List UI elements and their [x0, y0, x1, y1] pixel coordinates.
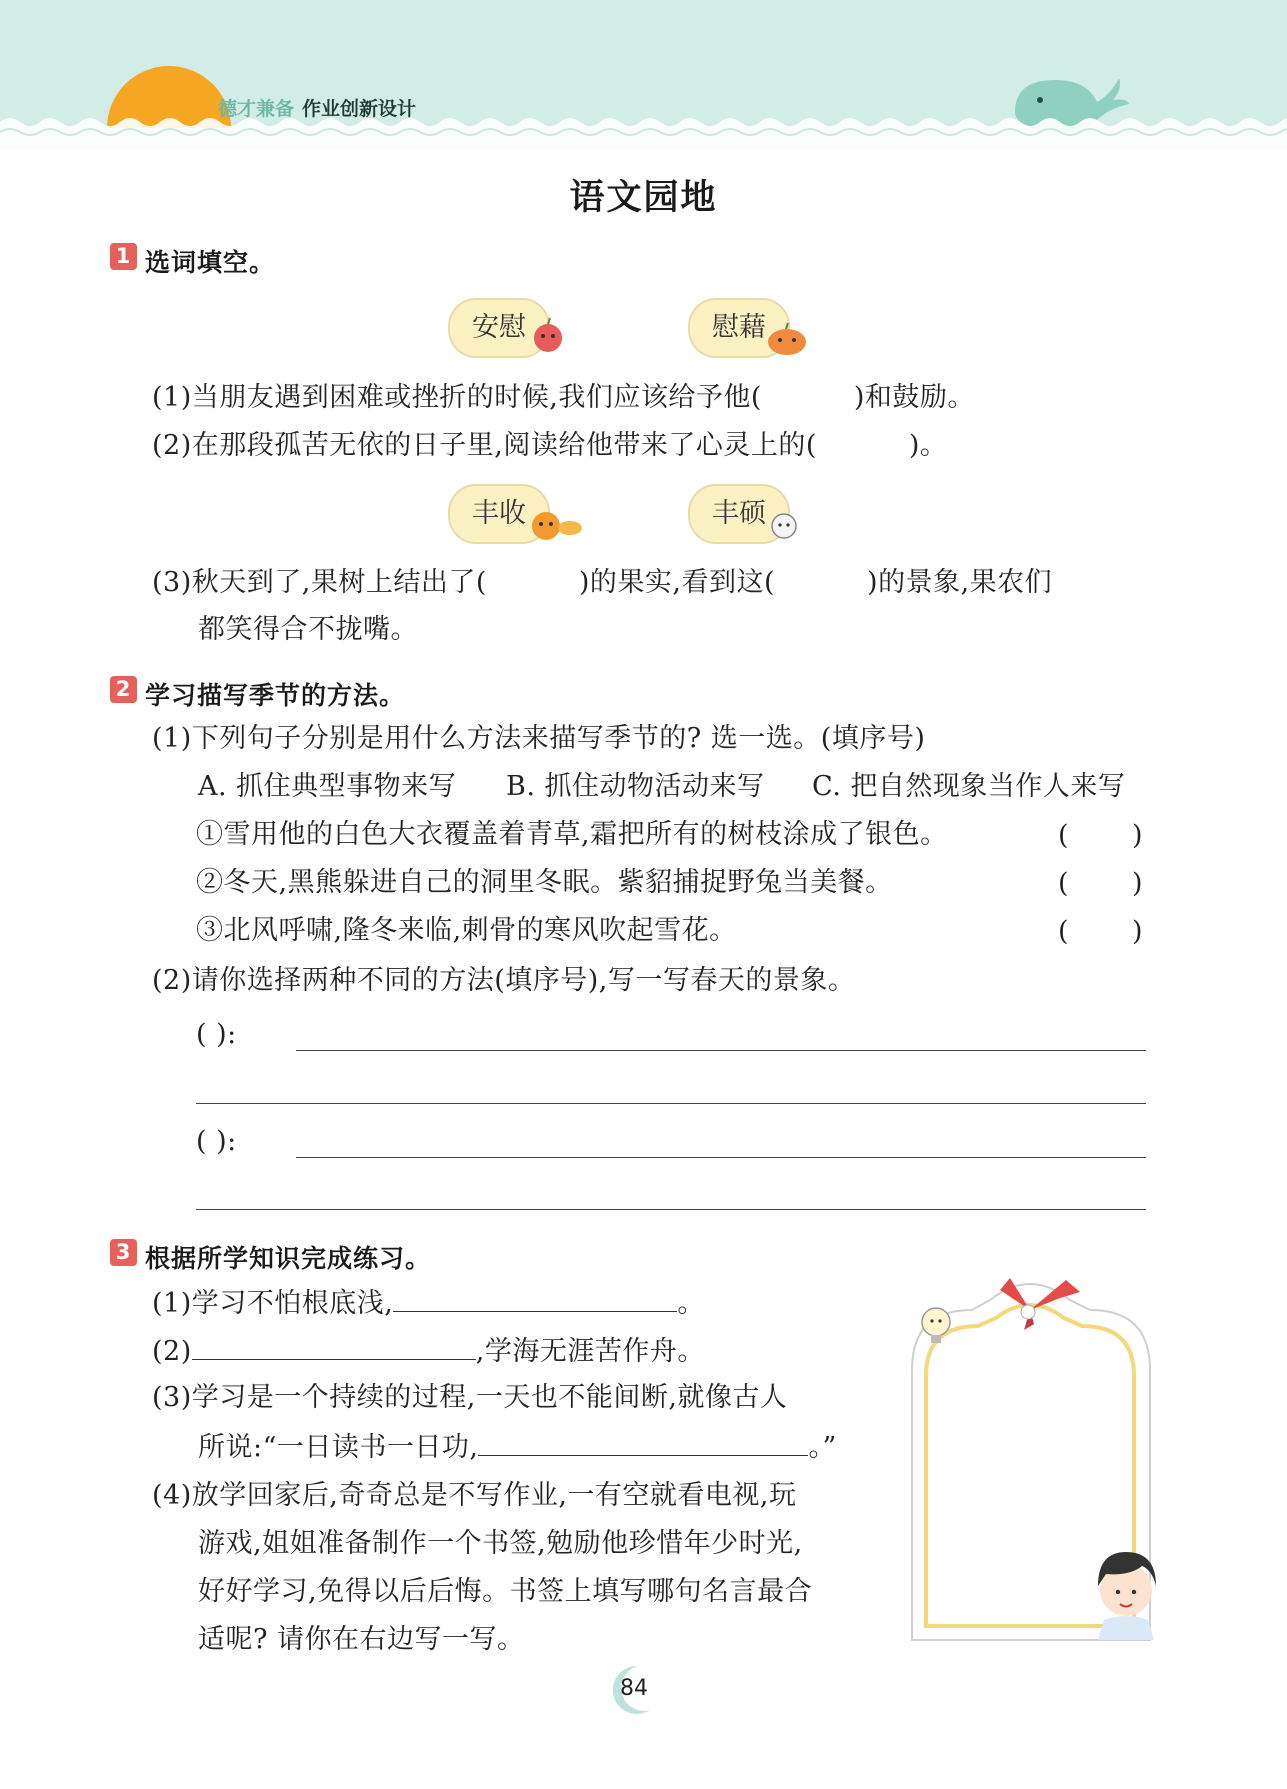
- brand: [218, 94, 416, 121]
- girl-avatar: [1098, 1552, 1156, 1640]
- writing-line[interactable]: [196, 1209, 1146, 1210]
- page-title: 语文园地: [569, 178, 718, 218]
- write-prefix: ( ):: [196, 1019, 237, 1050]
- section-title: 选词填空。: [145, 248, 276, 277]
- s2-option-a: A. 抓住典型事物来写: [198, 771, 457, 802]
- bookmark[interactable]: [900, 1260, 1160, 1650]
- section-2-heading: [110, 676, 405, 712]
- s2-sub1: (1)下列句子分别是用什么方法来描写季节的? 选一选。(填序号): [152, 723, 926, 754]
- word-card: 慰藉: [688, 298, 790, 358]
- writing-line[interactable]: [296, 1157, 1146, 1158]
- s3-q3-cont: 所说:“一日读书一日功, 。”: [198, 1432, 837, 1463]
- answer-blank[interactable]: [478, 1431, 808, 1456]
- section-title: 学习描写季节的方法。: [145, 681, 406, 710]
- s2-sub2: (2)请你选择两种不同的方法(填序号),写一写春天的景象。: [152, 965, 856, 996]
- s3-q2: (2) ,学海无涯苦作舟。: [152, 1336, 705, 1367]
- answer-close: ): [1132, 820, 1143, 851]
- writing-line[interactable]: [296, 1050, 1146, 1051]
- s3-q3: (3)学习是一个持续的过程,一天也不能间断,就像古人: [152, 1382, 788, 1413]
- s2-item-3: ③北风呼啸,隆冬来临,刺骨的寒风吹起雪花。: [196, 915, 737, 946]
- section-1-heading: [110, 243, 275, 279]
- word-card: 安慰: [448, 298, 550, 358]
- page-number: 84: [620, 1676, 648, 1701]
- word-card: 丰收: [448, 484, 550, 544]
- apple-icon: [528, 316, 568, 356]
- s1-q3-cont: 都笑得合不拢嘴。: [198, 614, 418, 645]
- s3-q1: (1)学习不怕根底浅, 。: [152, 1288, 705, 1319]
- s3-q4-line: (4)放学回家后,奇奇总是不写作业,一有空就看电视,玩: [152, 1480, 797, 1511]
- answer-open: (: [1058, 916, 1069, 947]
- section-number: 1: [110, 243, 137, 270]
- page-header: [0, 0, 1287, 150]
- writing-line[interactable]: [196, 1103, 1146, 1104]
- s2-option-b: B. 抓住动物活动来写: [506, 771, 765, 802]
- s3-q4-line: 适呢? 请你在右边写一写。: [198, 1624, 525, 1655]
- s3-q4-line: 好好学习,免得以后后悔。书签上填写哪句名言最合: [198, 1576, 813, 1607]
- s3-q4-line: 游戏,姐姐准备制作一个书签,勉励他珍惜年少时光,: [198, 1528, 803, 1559]
- s1-q2: (2)在那段孤苦无依的日子里,阅读给他带来了心灵上的( )。: [152, 430, 948, 461]
- answer-blank[interactable]: [192, 1335, 476, 1360]
- answer-close: ): [1132, 868, 1143, 899]
- s1-q3: (3)秋天到了,果树上结出了( )的果实,看到这( )的景象,果农们: [152, 567, 1053, 598]
- section-number: 2: [110, 676, 137, 703]
- s1-q1: (1)当朋友遇到困难或挫折的时候,我们应该给予他( )和鼓励。: [152, 382, 975, 413]
- orange-icon: [526, 504, 584, 544]
- header-decoration: [0, 0, 1287, 150]
- brand-name: 德才兼备: [218, 98, 295, 120]
- answer-open: (: [1058, 820, 1069, 851]
- s2-item-1: ①雪用他的白色大衣覆盖着青草,霜把所有的树枝涂成了银色。: [196, 819, 948, 850]
- answer-close: ): [1132, 916, 1143, 947]
- answer-blank[interactable]: [393, 1287, 677, 1312]
- write-prefix: ( ):: [196, 1126, 237, 1157]
- section-3-heading: [110, 1239, 431, 1275]
- answer-open: (: [1058, 868, 1069, 899]
- section-title: 根据所学知识完成练习。: [145, 1244, 432, 1273]
- brand-subtitle: 作业创新设计: [302, 98, 417, 120]
- s2-item-2: ②冬天,黑熊躲进自己的洞里冬眠。紫貂捕捉野兔当美餐。: [196, 867, 893, 898]
- word-card: 丰硕: [688, 484, 790, 544]
- section-number: 3: [110, 1239, 137, 1266]
- whale-icon: [1015, 78, 1129, 133]
- garlic-icon: [764, 504, 804, 544]
- s2-option-c: C. 把自然现象当作人来写: [812, 771, 1126, 802]
- pumpkin-icon: [764, 318, 810, 358]
